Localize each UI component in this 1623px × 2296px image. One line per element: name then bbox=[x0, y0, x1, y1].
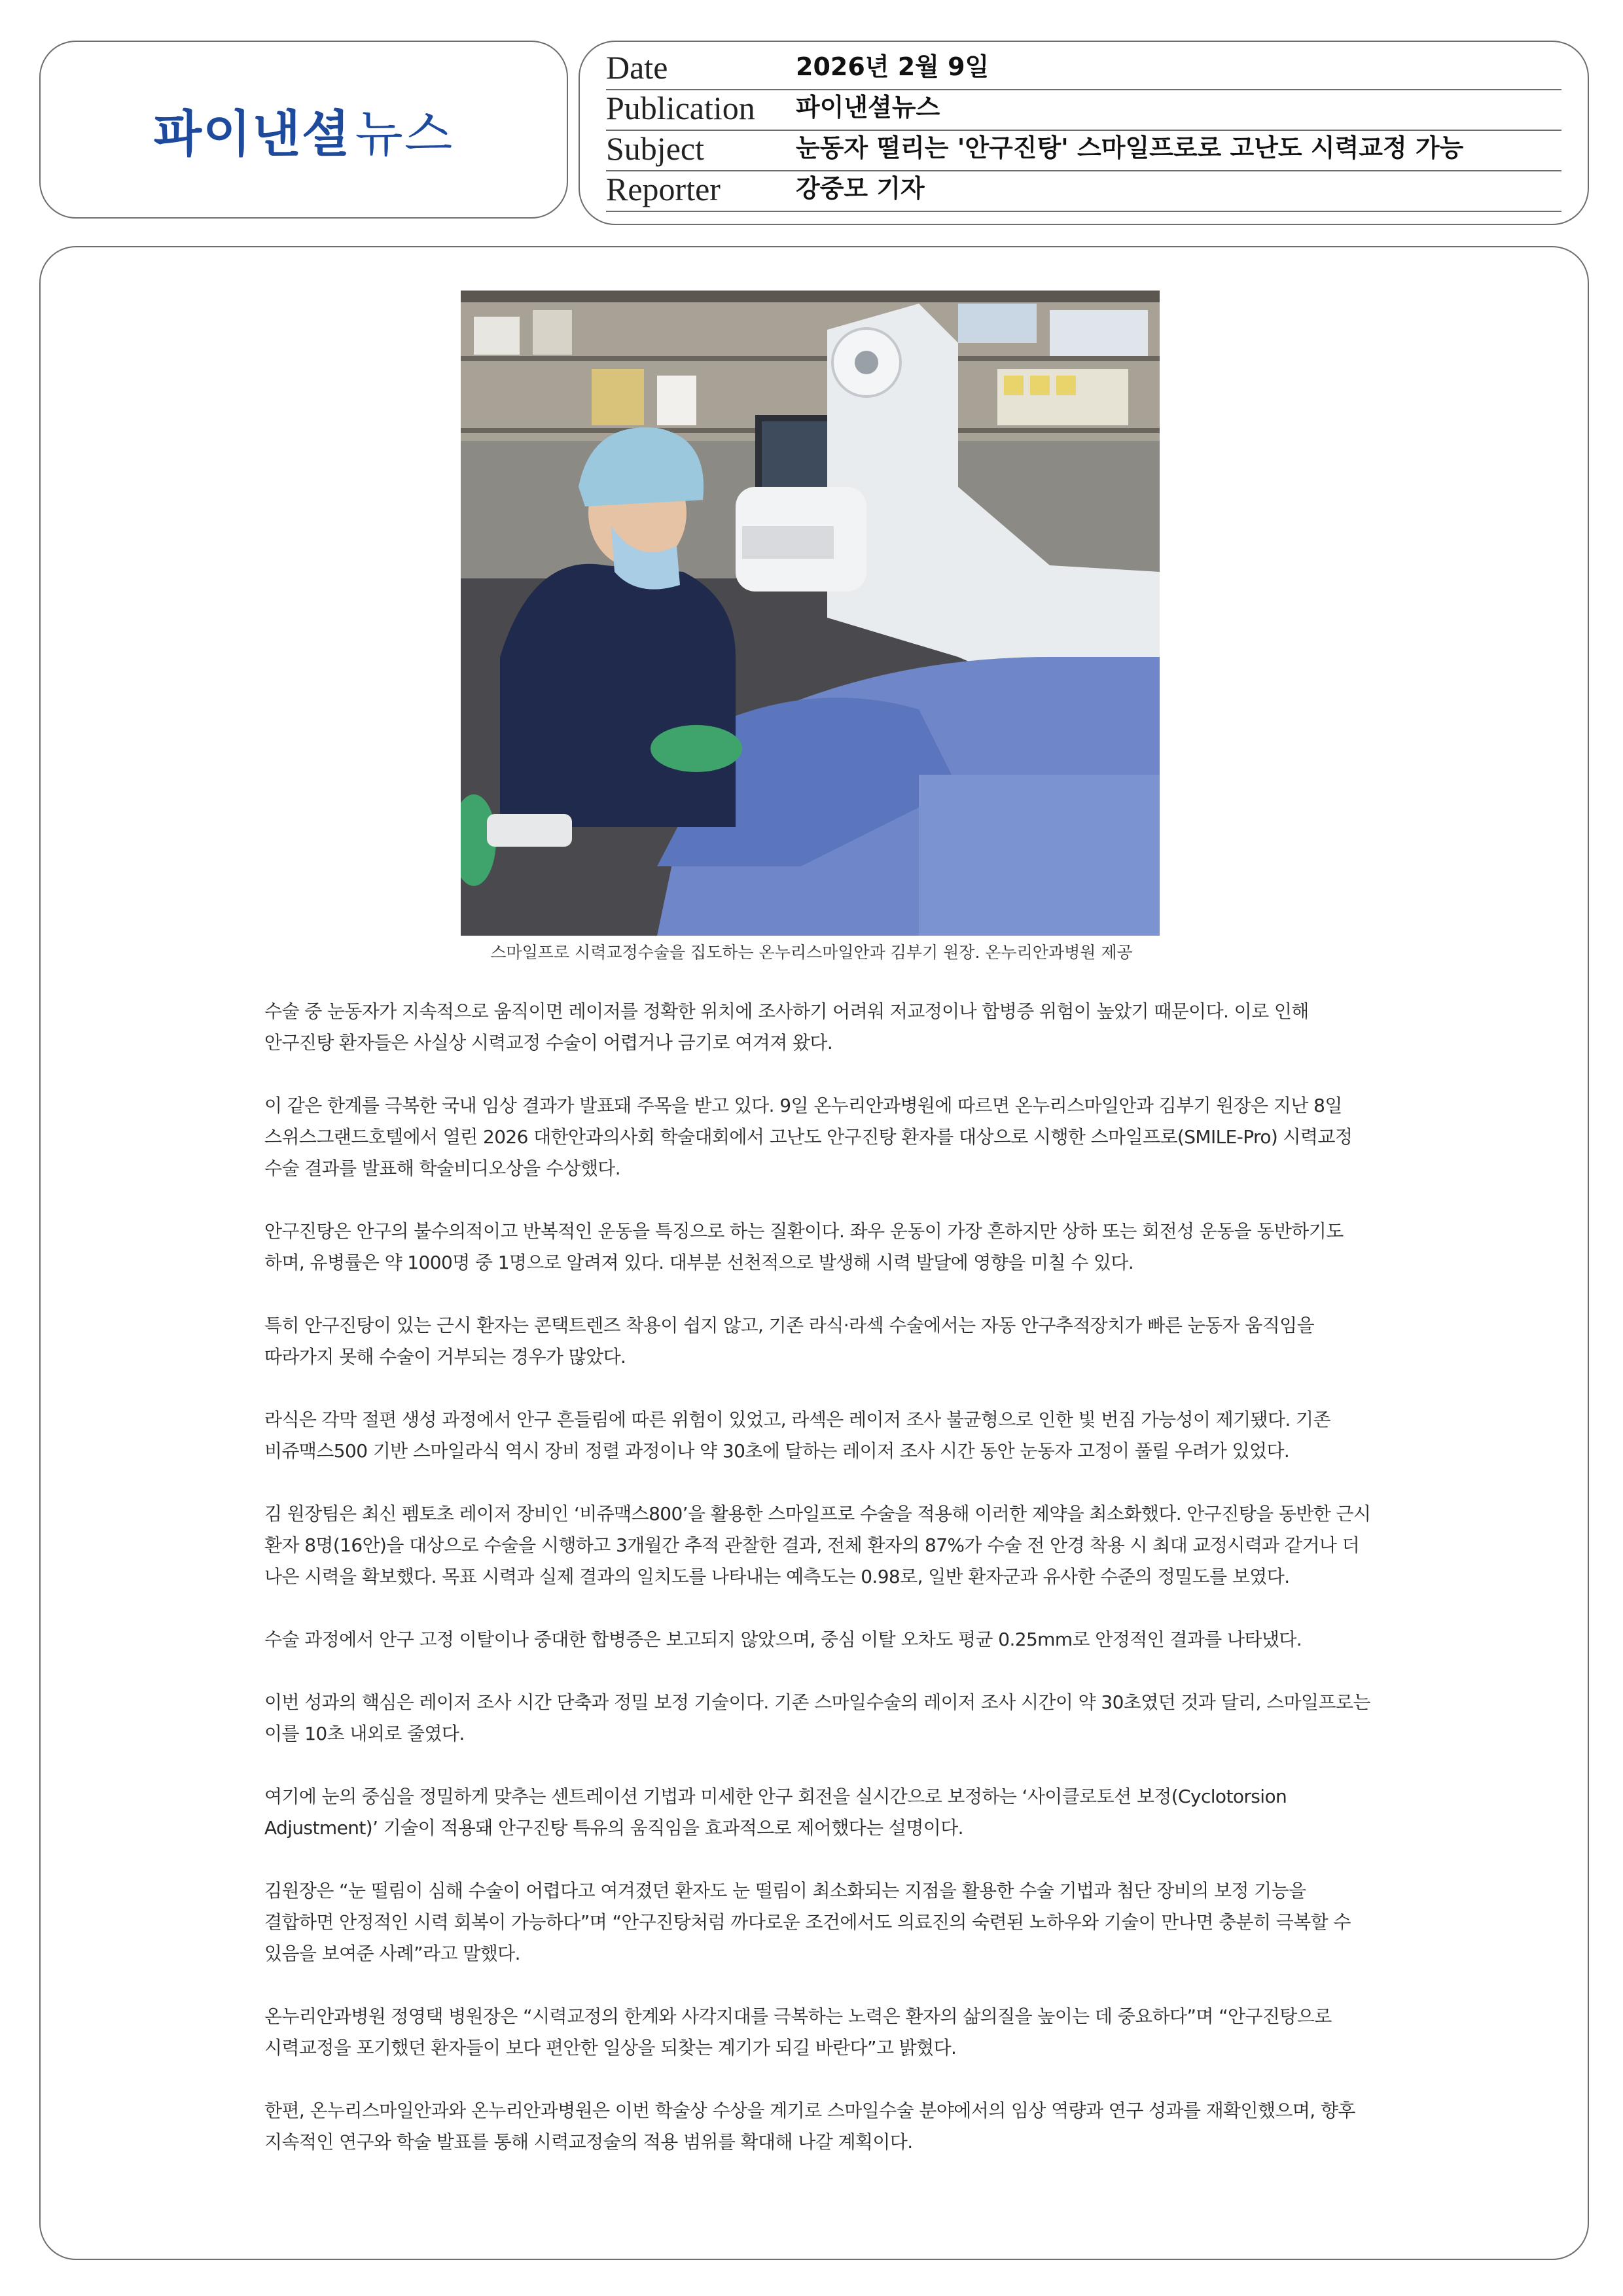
publication-logo bbox=[154, 94, 454, 166]
logo-main-text: 파이낸셜 bbox=[153, 104, 351, 163]
paragraph: 이번 성과의 핵심은 레이저 조사 시간 단축과 정밀 보정 기술이다. 기존 스마일수술의 레이저 조사 시간이 약 30초였던 것과 달리, 스마일프로는 이를 10초 내외로 줄였다. bbox=[264, 1691, 1370, 1744]
paragraph: 김 원장팀은 최신 펨토초 레이저 장비인 ‘비쥬맥스800’을 활용한 스마일프로 수술을 적용해 이러한 제약을 최소화했다. 안구진탕을 동반한 근시 환자 8명(16안)을 대상으로 수술을 시행하고 3개월간 추적 관찰한 결과, 전체 환자의 87%가 수술 전 안경 착용 시 최대 교정시력과 같거나 더 나은 시력을 확보했다. 목표 시력과 실제 결과의 일치도를 나타내는 예측도는 0.98로, 일반 환자군과 유사한 수준의 정밀도를 보였다. bbox=[264, 1503, 1371, 1587]
meta-value-date: 2026년 2월 9일 bbox=[796, 52, 990, 81]
meta-label: Publication bbox=[606, 90, 755, 126]
meta-label: Date bbox=[606, 49, 668, 86]
meta-label: Subject bbox=[606, 130, 704, 167]
logo-box bbox=[39, 41, 568, 219]
paragraph: 특히 안구진탕이 있는 근시 환자는 콘택트렌즈 착용이 쉽지 않고, 기존 라식·라섹 수술에서는 자동 안구추적장치가 빠른 눈동자 움직임을 따라가지 못해 수술이 거부되는 경우가 많았다. bbox=[264, 1315, 1315, 1368]
meta-row-date bbox=[606, 50, 1561, 90]
surgery-photo bbox=[461, 291, 1160, 936]
paragraph: 김원장은 “눈 떨림이 심해 수술이 어렵다고 여겨졌던 환자도 눈 떨림이 최소화되는 지점을 활용한 수술 기법과 첨단 장비의 보정 기능을 결합하면 안정적인 시력 회복이 가능하다”며 “안구진탕처럼 까다로운 조건에서도 의료진의 숙련된 노하우와 기술이 만나면 충분히 극복할 수 있음을 보여준 사례”라고 말했다. bbox=[264, 1880, 1351, 1964]
paragraph: 여기에 눈의 중심을 정밀하게 맞추는 센트레이션 기법과 미세한 안구 회전을 실시간으로 보정하는 ‘사이클로토션 보정(Cyclotorsion Adjustment)’ 기술이 적용돼 안구진탕 특유의 움직임을 효과적으로 제어했다는 설명이다. bbox=[264, 1786, 1287, 1839]
article-body bbox=[264, 996, 1377, 2189]
photo-caption: 스마일프로 시력교정수술을 집도하는 온누리스마일안과 김부기 원장. 온누리안과병원 제공 bbox=[490, 943, 1133, 962]
meta-value-publication: 파이낸셜뉴스 bbox=[796, 93, 940, 122]
paragraph: 라식은 각막 절편 생성 과정에서 안구 흔들림에 따른 위험이 있었고, 라섹은 레이저 조사 불균형으로 인한 빛 번짐 가능성이 제기됐다. 기존 비쥬맥스500 기반 스마일라식 역시 장비 정렬 과정이나 약 30초에 달하는 레이저 조사 시간 동안 눈동자 고정이 풀릴 우려가 있었다. bbox=[264, 1409, 1330, 1462]
meta-row-publication bbox=[606, 90, 1561, 131]
metadata-box bbox=[579, 41, 1589, 225]
logo-sub-text: 뉴스 bbox=[355, 104, 454, 163]
paragraph: 수술 과정에서 안구 고정 이탈이나 중대한 합병증은 보고되지 않았으며, 중심 이탈 오차도 평균 0.25mm로 안정적인 결과를 나타냈다. bbox=[264, 1629, 1302, 1650]
meta-row-reporter bbox=[606, 171, 1561, 212]
meta-row-subject bbox=[606, 131, 1561, 171]
paragraph: 수술 중 눈동자가 지속적으로 움직이면 레이저를 정확한 위치에 조사하기 어려워 저교정이나 합병증 위험이 높았기 때문이다. 이로 인해 안구진탕 환자들은 사실상 시력교정 수술이 어렵거나 금기로 여겨져 왔다. bbox=[264, 1000, 1309, 1053]
paragraph: 온누리안과병원 정영택 병원장은 “시력교정의 한계와 사각지대를 극복하는 노력은 환자의 삶의질을 높이는 데 중요하다”며 “안구진탕으로 시력교정을 포기했던 환자들이 보다 편안한 일상을 되찾는 계기가 되길 바란다”고 밝혔다. bbox=[264, 2005, 1332, 2058]
paragraph: 안구진탕은 안구의 불수의적이고 반복적인 운동을 특징으로 하는 질환이다. 좌우 운동이 가장 흔하지만 상하 또는 회전성 운동을 동반하기도 하며, 유병률은 약 1000명 중 1명으로 알려져 있다. 대부분 선천적으로 발생해 시력 발달에 영향을 미칠 수 있다. bbox=[264, 1220, 1344, 1273]
meta-label: Reporter bbox=[606, 171, 721, 207]
meta-value-subject: 눈동자 떨리는 '안구진탕' 스마일프로로 고난도 시력교정 가능 bbox=[796, 133, 1464, 162]
meta-value-reporter: 강중모 기자 bbox=[796, 174, 925, 203]
paragraph: 한편, 온누리스마일안과와 온누리안과병원은 이번 학술상 수상을 계기로 스마일수술 분야에서의 임상 역량과 연구 성과를 재확인했으며, 향후 지속적인 연구와 학술 발표를 통해 시력교정술의 적용 범위를 확대해 나갈 계획이다. bbox=[264, 2100, 1355, 2153]
paragraph: 이 같은 한계를 극복한 국내 임상 결과가 발표돼 주목을 받고 있다. 9일 온누리안과병원에 따르면 온누리스마일안과 김부기 원장은 지난 8일 스위스그랜드호텔에서 열린 2026 대한안과의사회 학술대회에서 고난도 안구진탕 환자를 대상으로 시행한 스마일프로(SMILE-Pro) 시력교정 수술 결과를 발표해 학술비디오상을 수상했다. bbox=[264, 1095, 1353, 1179]
